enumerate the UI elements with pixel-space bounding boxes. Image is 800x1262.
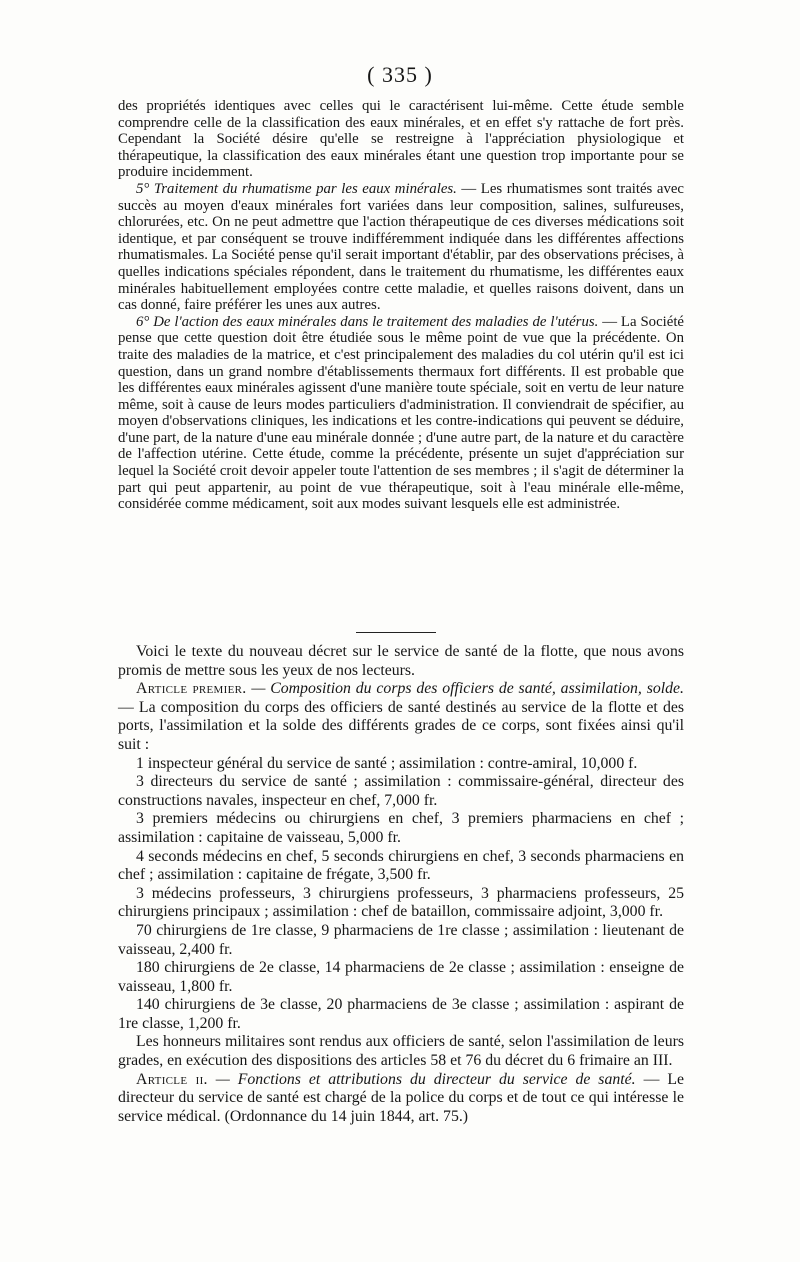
article-1-label: Article premier. xyxy=(136,680,247,698)
grade-item: 180 chirurgiens de 2e classe, 14 pharmaciens de 2e classe ; assimilation : enseigne de vaisseau, 1,800 fr. xyxy=(118,959,684,995)
military-honors: Les honneurs militaires sont rendus aux officiers de santé, selon l'assimilation de leurs grades, en exécution des dispositions des articles 58 et 76 du décret du 6 frimaire an III. xyxy=(118,1033,684,1070)
grade-item: 140 chirurgiens de 3e classe, 20 pharmaciens de 3e classe ; assimilation : aspirant de 1re classe, 1,200 fr. xyxy=(118,996,684,1032)
grade-item: 70 chirurgiens de 1re classe, 9 pharmaciens de 1re classe ; assimilation : lieutenant de vaisseau, 2,400 fr. xyxy=(118,921,684,958)
grade-item: 3 médecins professeurs, 3 chirurgiens professeurs, 3 pharmaciens professeurs, 25 chirurgiens principaux ; assimilation : chef de bataillon, commissaire adjoint, 3,000 fr. xyxy=(118,884,684,921)
grade-item: 1 inspecteur général du service de santé ; assimilation : contre-amiral, 10,000 f. xyxy=(136,754,638,772)
article-2-title: — Fonctions et attributions du directeur du service de santé. xyxy=(215,1070,636,1088)
body-rhumatisme: — Les rhumatismes sont traités avec succès au moyen d'eaux minérales fort variées dans leur composition, salines, sulfureuses, chlorurées, etc. On ne peut admettre que l'action thérapeutique de ces diverses médications soit identique, et par conséquent se trouve indifféremment indiquée dans les différentes affections rhumatismales. La Société pense qu'il serait important d'établir, par des observations précises, à quelles indications spéciales répondent, dans le traitement du rhumatisme, les différentes eaux minérales habituellement employées contre cette maladie, et quelles raisons doivent, dans un cas donné, faire préférer les unes aux autres. xyxy=(118,180,684,314)
heading-rhumatisme: 5° Traitement du rhumatisme par les eaux minérales. xyxy=(136,180,457,197)
article-1 xyxy=(118,680,684,754)
article-1-text: — La composition du corps des officiers de santé destinés au service de la flotte et des ports, l'assimilation et la solde des différents grades de ce corps, sont fixées ainsi qu'il suit : xyxy=(118,698,684,753)
grade-item: 4 seconds médecins en chef, 5 seconds chirurgiens en chef, 3 seconds pharmaciens en chef ; assimilation : capitaine de frégate, 3,500 fr. xyxy=(118,847,684,884)
paragraph-uterus xyxy=(118,314,684,513)
article-2-text: — Le directeur du service de santé est chargé de la police du corps et de tout ce qui intéresse le service médical. (Ordonnance du 14 juin 1844, art. 75.) xyxy=(118,1070,684,1125)
paragraph-rhumatisme xyxy=(118,181,684,314)
heading-uterus: 6° De l'action des eaux minérales dans le traitement des maladies de l'utérus. xyxy=(136,313,599,330)
article-2-label: Article ii. xyxy=(136,1070,208,1088)
decree-intro: Voici le texte du nouveau décret sur le service de santé de la flotte, que nous avons promis de mettre sous les yeux de nos lecteurs. xyxy=(118,643,684,679)
article-2 xyxy=(118,1071,684,1127)
decree-section xyxy=(118,643,684,1126)
body-uterus: — La Société pense que cette question doit être étudiée sous le même point de vue que la précédente. On traite des maladies de la matrice, et c'est principalement des maladies du col utérin qu'il est ici question, dans un grand nombre d'établissements thermaux fort différents. Il est probable que les différentes eaux minérales agissent d'une manière toute spéciale, soit en vertu de leur nature même, soit à cause de leurs modes particuliers d'administration. Il conviendrait de spécifier, au moyen d'observations cliniques, les indications et les contre-indications qui peuvent se déduire, d'une part, de la nature d'une eau minérale donnée ; d'une autre part, de la nature et du caractère de l'affection utérine. Cette étude, comme la précédente, présente un sujet d'appréciation sur lequel la Société croit devoir appeler toute l'attention de ses membres ; il s'agit de déterminer la part qui peut appartenir, au point de vue thérapeutique, soit à l'eau minérale elle-même, considérée comme médicament, soit aux modes suivant lesquels elle est administrée. xyxy=(118,313,684,513)
paragraph-classification: des propriétés identiques avec celles qui le caractérisent lui-même. Cette étude semble comprendre celle de la classification des eaux minérales, et en effet s'y rattache de fort près. Cependant la Société désire qu'elle se restreigne à l'appréciation physiologique et thérapeutique, la classification des eaux minérales étant une question trop importante pour se produire incidemment. xyxy=(118,98,684,181)
section-divider xyxy=(356,632,436,633)
page-number: ( 335 ) xyxy=(367,62,433,87)
top-section xyxy=(118,98,684,513)
grade-item: 3 premiers médecins ou chirurgiens en chef, 3 premiers pharmaciens en chef ; assimilation : capitaine de vaisseau, 5,000 fr. xyxy=(118,810,684,846)
grade-item: 3 directeurs du service de santé ; assimilation : commissaire-général, directeur des constructions navales, inspecteur en chef, 7,000 fr. xyxy=(118,773,684,809)
article-1-title: — Composition du corps des officiers de santé, assimilation, solde. xyxy=(251,680,684,698)
